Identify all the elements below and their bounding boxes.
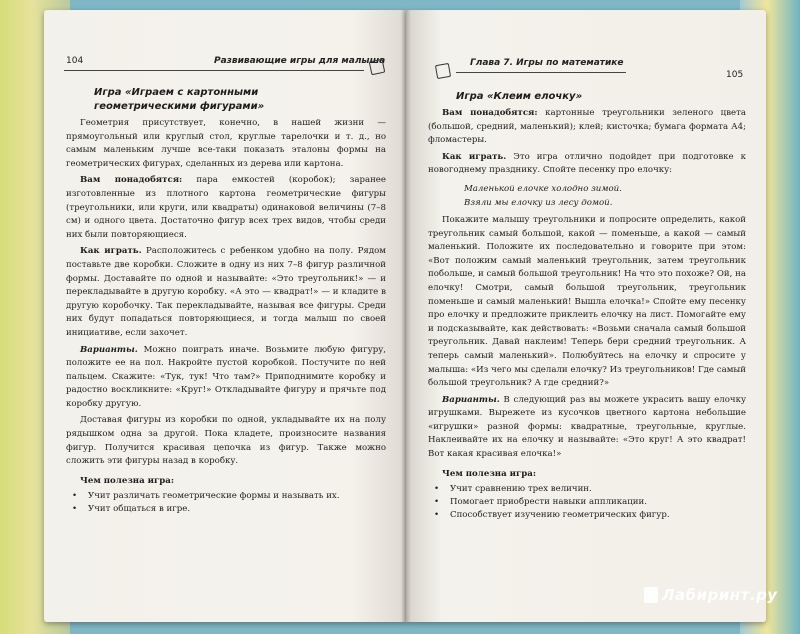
game-title-1b: геометрическими фигурами» <box>94 101 265 112</box>
left-variants-label: Варианты. <box>80 344 138 355</box>
right-variants <box>428 394 746 462</box>
left-how-text: Расположитесь с ребенком удобно на полу. Рядом поставьте две коробки. Сложите в одну из них 7–8 фигур различной формы. Доставайте по одной и называйте: «Это треугольник!» — и перекладывайте в другую коробку. «А это — квадрат!» — и кладите в другую коробочку. Так перекладывайте, называя все фигуры. Среди них будут попадаться повторяющиеся, и тогда малыш по своей инициативе, если захочет. <box>66 246 386 338</box>
left-benefit-label: Чем полезна игра: <box>80 475 175 486</box>
left-header-rule <box>64 70 364 71</box>
left-variants <box>66 344 386 412</box>
list-item: • Учит общаться в игре. <box>66 503 386 516</box>
left-page-number: 104 <box>66 56 84 66</box>
right-needs-text: картонные треугольники зеленого цвета (большой, средний, маленький); клей; кисточка; бумага формата А4; фломастеры. <box>428 108 746 146</box>
left-page-number-wrap <box>66 56 83 66</box>
right-needs-label: Вам понадобятся: <box>442 108 538 118</box>
right-page-number-wrap <box>726 70 743 80</box>
right-body-text: Покажите малышу треугольники и попросите определить, какой треугольник самый большой, какой — поменьше, а какой — самый маленький. Положите их последовательно и говорите при этом: «Вот положим самый маленький треугольник, затем треугольник побольше, и самый большой треугольник! На что это похоже? Ой, на елочку! Смотри, самый большой треугольник, треугольник поменьше и самый маленький! Вышла елочка!» Спойте ему песенку про елочку и предложите приклеить елочку на лист. Помогайте ему и подсказывайте, как действовать: «Возьми сначала самый большой треугольник. Давай наклеим! Теперь бери средний треугольник. А теперь самый маленький». Полюбуйтесь на елочку и спросите у малыша: «Из чего мы сделали елочку? Из треугольников! Где самый большой треугольник? А где средний?» <box>428 214 746 389</box>
right-needs <box>428 107 746 148</box>
left-body <box>66 86 386 516</box>
left-page <box>44 10 406 622</box>
left-needs-label: Вам понадобятся: <box>80 175 183 186</box>
open-book <box>44 10 764 630</box>
right-variants-label: Варианты. <box>442 394 500 405</box>
right-how-label: Как играть. <box>442 151 507 162</box>
right-header-rule <box>456 72 626 73</box>
list-item: • Способствует изучению геометрических фигур. <box>428 509 746 522</box>
right-page-number: 105 <box>726 70 744 80</box>
watermark-logo-icon <box>644 587 658 603</box>
left-intro: Геометрия присутствует, конечно, в нашей жизни — прямоугольный или круглый стол, круглые тарелочки и т. д., но самым маленьким лучше все-таки показать эталоны формы на геометрических фигурах, сделанных из дерева или картона. <box>66 118 386 169</box>
left-benefits-list <box>66 490 386 516</box>
song-verse <box>464 182 746 210</box>
right-page <box>406 10 766 622</box>
right-how-text: Это игра отлично подойдет при подготовке к новогоднему празднику. Спойте песенку про елочку: <box>428 151 747 176</box>
right-running-title: Глава 7. Игры по математике <box>470 58 624 68</box>
right-running-title-wrap <box>470 58 624 68</box>
left-variants-text: Можно поиграть иначе. Возьмите любую фигуру, положите ее на пол. Накройте пустой коробкой. Постучите по ней пальцем. Скажите: «Тук, тук! Что там?» Приподнимите коробку и радостно воскликните: «Круг!» Откладывайте фигуру и прячьте под коробку другую. <box>66 344 386 409</box>
cube-icon <box>369 59 386 76</box>
right-body <box>428 90 746 522</box>
right-how <box>428 151 746 178</box>
watermark: Лабиринт.ру <box>662 586 778 604</box>
book-gutter <box>401 10 411 622</box>
list-item: • Учит различать геометрические формы и называть их. <box>66 490 386 503</box>
game-title-2: Игра «Клеим елочку» <box>456 91 583 102</box>
list-item: • Помогает приобрести навыки аппликации. <box>428 496 746 509</box>
list-item: • Учит сравнению трех величин. <box>428 483 746 496</box>
left-needs <box>66 174 386 242</box>
right-variants-text: В следующий раз вы можете украсить вашу елочку игрушками. Вырежете из кусочков цветного картона небольшие «игрушки» разной формы: квадратные, треугольные, круглые. Наклеивайте их на елочку и называйте: «Это круг! А это квадрат! Вот какая красивая елочка!» <box>428 394 746 460</box>
game-title-1a: Игра «Играем с картонными <box>94 87 259 98</box>
left-how-label: Как играть. <box>80 246 142 257</box>
cube-icon <box>435 63 451 79</box>
song-line: Взяли мы елочку из лесу домой. <box>464 197 613 208</box>
left-variants-2: Доставая фигуры из коробки по одной, укладывайте их на полу рядышком одна за другой. Пока кладете, произносите названия фигур. Получится красивая цепочка из фигур. Также можно сложить эти фигуры назад в коробку. <box>66 415 386 467</box>
song-line: Маленькой елочке холодно зимой. <box>464 183 622 194</box>
right-benefits-list <box>428 483 746 522</box>
left-running-title-wrap <box>214 56 385 66</box>
left-how <box>66 245 386 340</box>
left-running-title: Развивающие игры для малыша <box>214 56 386 66</box>
right-benefit-label: Чем полезна игра: <box>442 468 537 479</box>
left-needs-text: пара емкостей (коробок); заранее изготовленные из плотного картона геометрические фигуры (треугольники, или круги, или квадраты) одинаковой величины (7–8 см) и одного цвета. Достаточно фигур всех трех видов, чтобы среди них были повторяющиеся. <box>66 175 386 240</box>
